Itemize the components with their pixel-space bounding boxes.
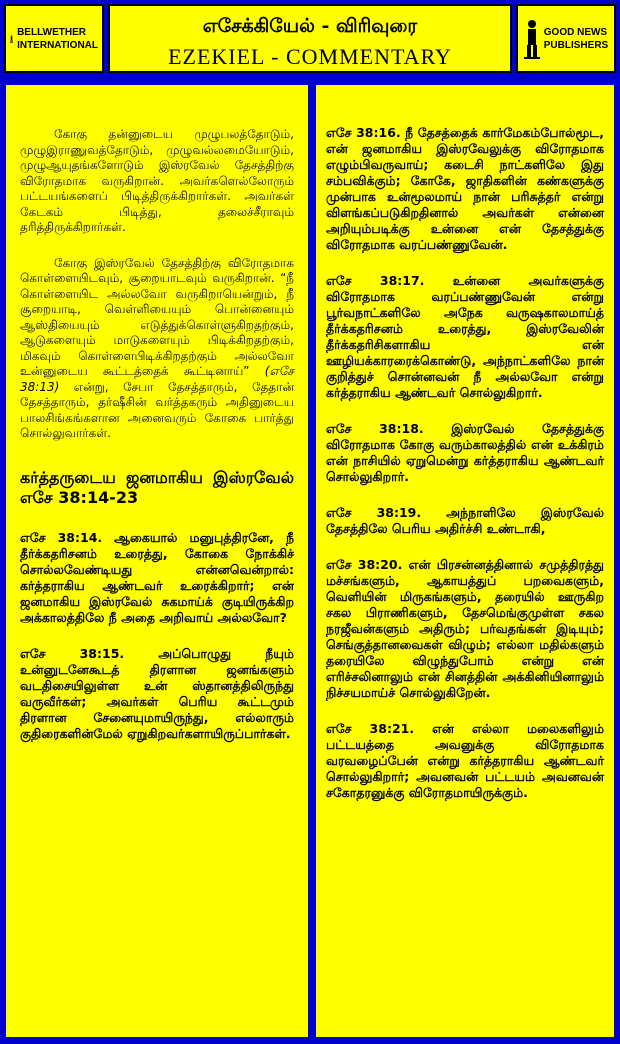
bellwether-logo [4,4,104,73]
logo-line1: GOOD NEWS [543,26,608,38]
logo-line2: INTERNATIONAL [17,39,98,51]
figure-icon [10,19,13,59]
verse-20: எசே 38:20. என் பிரசன்னத்தினால் சமுத்திரத்து மச்சங்களும், ஆகாயத்துப் பறவைகளும், வெளியின் மிருகங்களும், தரையில் ஊருகிற சகல பிராணிகளும், தேசமெங்குமுள்ள சகல நரஜீவன்களும் அதிரும்; பர்வதங்கள் இடியும்; செங்குத்தானவைகள் விழும்; எல்லா மதில்களும் தரையிலே விழுந்துபோம் என்று என் எரிச்சலினாலும் என் சினத்தின் அக்கினியினாலும் நிச்சயமாய்ச் சொல்லுகிறேன். [326,557,604,700]
verse-21: எசே 38:21. என் எல்லா மலைகளிலும் பட்டயத்தை அவனுக்கு விரோதமாக வரவழைப்பேன் என்று கர்த்தராகிய ஆண்டவர் சொல்லுகிறார்; அவனவன் பட்டயம் அவனவன் சகோதரனுக்கு விரோதமாயிருக்கும். [326,721,604,800]
title-box [108,4,512,73]
title-english: EZEKIEL - COMMENTARY [168,44,452,69]
scripture-reference: (எசே 38:13) [20,364,294,394]
page-header [0,0,620,77]
verse-16: எசே 38:16. நீ தேசத்தைக் கார்மேகம்போல்மூட, என் ஜனமாகிய இஸ்ரவேலுக்கு விரோதமாக எழும்பிவருவாய்; கடைசி நாட்களிலே இது சம்பவிக்கும்; கோகே, ஜாதிகளின் கண்களுக்கு முன்பாக உன்மூலமாய் நான் பரிசுத்தர் என்று விளங்கப்படுகிறதினால் அவர்கள் என்னை அறியும்படிக்கு உன்னை என் தேசத்துக்கு விரோதமாக வரப்பண்ணுவேன். [326,125,604,252]
commentary-paragraph [20,256,294,442]
title-tamil: எசேக்கியேல் - விரிவுரை [202,15,418,37]
paragraph-text: என்று, சேபா தேசத்தாரும், தேதான் தேசத்தாரும், தர்ஷீசின் வர்த்தகரும் அதினுடைய பாலசிங்கங்களான அனைவரும் கோகை பார்த்து சொல்லுவார்கள். [20,379,294,440]
left-column [6,85,308,1037]
logo-line2: PUBLISHERS [543,39,609,51]
logo-line1: BELLWETHER [17,26,86,38]
verse-17: எசே 38:17. உன்னை அவர்களுக்கு விரோதமாக வரப்பண்ணுவேன் என்று பூர்வநாட்களிலே அநேக வருஷகாலமாய்த் தீர்க்கதரிசனம் உரைத்து, இஸ்ரவேலின் தீர்க்கதரிசிகளாகிய என் ஊழியக்காரரைக்கொண்டு, அந்நாட்களிலே நான் குறித்துச் சொன்னவன் நீ அல்லவோ என்று கர்த்தராகிய ஆண்டவர் சொல்லுகிறார். [326,273,604,400]
verse-18: எசே 38:18. இஸ்ரவேல் தேசத்துக்கு விரோதமாக கோகு வரும்காலத்தில் என் உக்கிரம் என் நாசியில் ஏறுமென்று கர்த்தராகிய ஆண்டவர் சொல்லுகிறார். [326,421,604,484]
intro-paragraph: கோகு தன்னுடைய முழுபலத்தோடும், முழுஇராணுவத்தோடும், முழுவல்லமையோடும், முழுஆயுதங்களோடும் இஸ்ரவேல் தேசத்திற்கு விரோதமாக வருகிறான். அவர்களெல்லோரும் பட்டயங்களைப் பிடித்திருக்கிறார்கள். அவர்கள் கேடகம் பிடித்து, தலைச்சீராவும் தரித்திருக்கிறார்கள். [20,127,294,234]
verse-14: எசே 38:14. ஆகையால் மனுபுத்திரனே, நீ தீர்க்கதரிசனம் உரைத்து, கோகை நோக்கிச் சொல்லவேண்டியது என்னவென்றால்: கர்த்தராகிய ஆண்டவர் உரைக்கிறார்; என் ஜனமாகிய இஸ்ரவேல் சுகமாய்க் குடியிருக்கிற அக்காலத்திலே நீ அதை அறிவாய் அல்லவோ? [20,529,294,625]
verse-19: எசே 38:19. அந்நாளிலே இஸ்ரவேல் தேசத்திலே பெரிய அதிர்ச்சி உண்டாகி, [326,505,604,536]
verse-15: எசே 38:15. அப்பொழுது நீயும் உன்னுடனேகூடத் திரளான ஜனங்களும் வடதிசையிலுள்ள உன் ஸ்தானத்திலிருந்து வருவீர்கள்; அவர்கள் பெரிய கூட்டமும் திரளான சேனையுமாயிருந்து, எல்லாரும் குதிரைகளின்மேல் ஏறுகிறவர்களாயிருப்பார்கள். [20,645,294,741]
good-news-logo [516,4,616,73]
section-heading: கர்த்தருடைய ஜனமாகிய இஸ்ரவேல் எசே 38:14-23 [20,467,294,507]
paragraph-text: கோகு இஸ்ரவேல் தேசத்திற்கு விரோதமாக கொள்ளையிடவும், சூறையாடவும் வருகிறான். “நீ கொள்ளையிட அல்லவோ வருகிறாயென்றும், நீ சூறையாடி, வெள்ளியையும் பொன்னையும் ஆஸ்தியையும் எடுத்துக்கொள்ளுகிறதற்கும், ஆடுகளையும் மாடுகளையும் பிடிக்கிறதற்கும், மிகவும் கொள்ளைபிடிக்கிறதற்கும் அல்லவோ உன்னுடைய கூட்டத்தைக் கூட்டினாய்” [20,255,294,378]
right-column [316,85,614,1037]
figure-icon [524,19,540,59]
